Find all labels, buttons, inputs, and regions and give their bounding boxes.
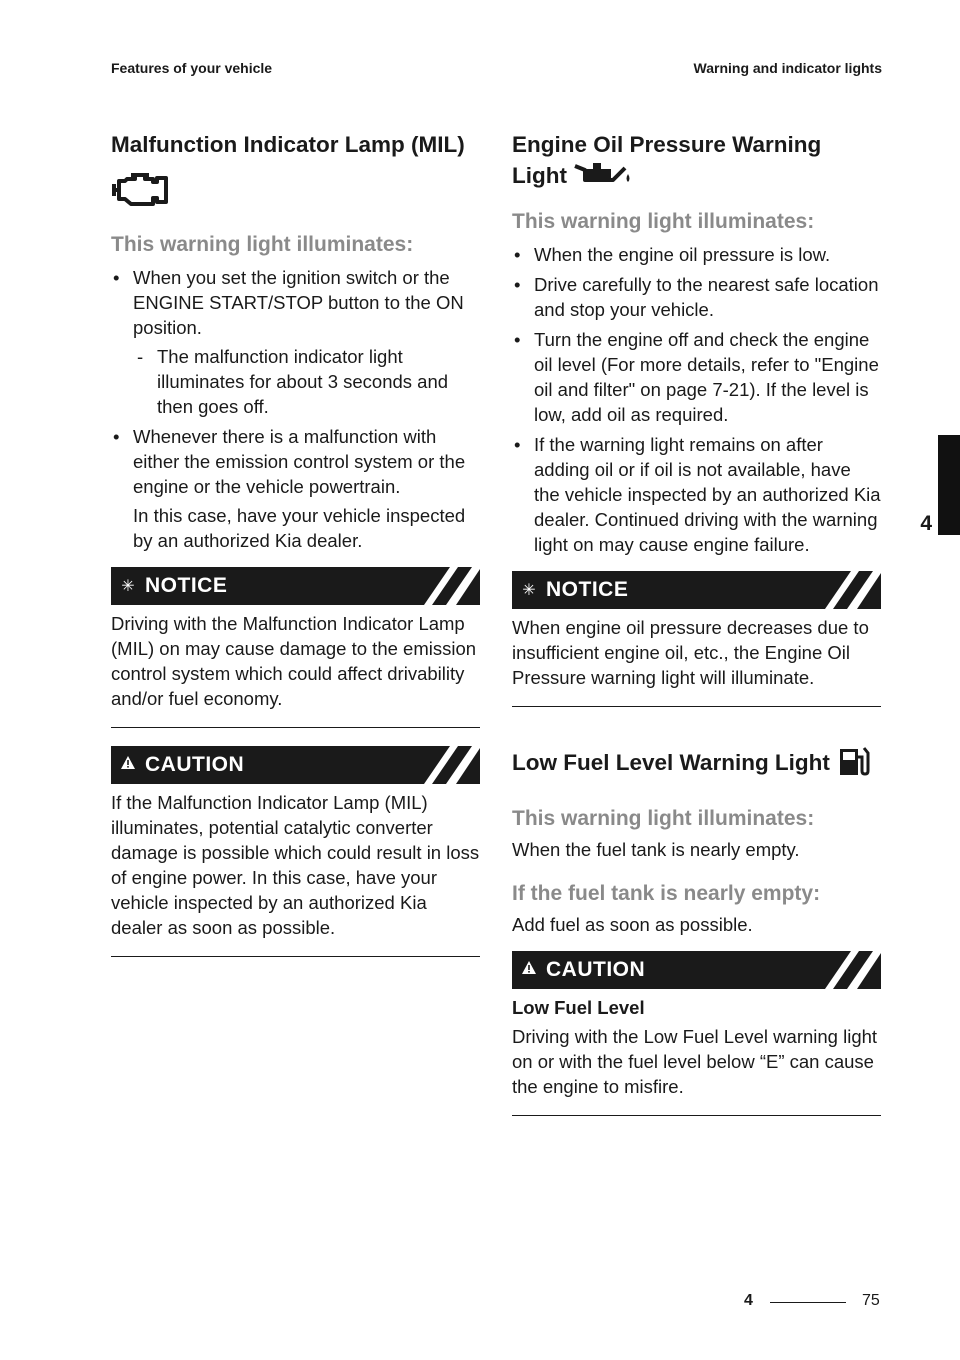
fuel-subheading: This warning light illuminates: (512, 807, 815, 830)
notice-body (111, 605, 480, 728)
oil-can-icon (573, 160, 633, 194)
chapter-tab (938, 435, 960, 535)
left-column (111, 130, 480, 957)
bullet-continuation: In this case, have your vehicle inspected by an authorized Kia dealer. (133, 505, 466, 551)
warning-triangle-icon (111, 756, 145, 774)
bullet-text: Whenever there is a malfunction with either the emission control system or the engine or the vehicle powertrain. (133, 426, 466, 497)
list-item (111, 265, 480, 419)
caution-body (512, 989, 881, 1116)
caution-body (111, 784, 480, 957)
list-item: - The malfunction indicator light illuminates for about 3 seconds and then goes off. (133, 344, 480, 419)
oil-title (512, 130, 881, 194)
asterisk-icon: ✳ (121, 578, 135, 595)
notice-label: NOTICE (145, 574, 228, 597)
oil-bullet-list (512, 242, 881, 557)
footer-rule (770, 1302, 846, 1303)
sub-list (133, 344, 480, 419)
list-item: • Turn the engine off and check the engine oil level (For more details, refer to "Engine oil and filter" on page 7-21). If the level is low, add oil as required. (512, 327, 881, 427)
notice-body (512, 609, 881, 707)
footer-chapter: 4 (744, 1292, 753, 1309)
caution-bar (111, 746, 480, 784)
oil-subheading: This warning light illuminates: (512, 210, 815, 233)
oil-title-text: Engine Oil Pressure Warning Light (512, 132, 822, 188)
notice-bar (512, 571, 881, 609)
caution-bar (512, 951, 881, 989)
caution-title: Low Fuel Level (512, 997, 645, 1018)
empty-text: Add fuel as soon as possible. (512, 914, 753, 935)
notice-bar (111, 567, 480, 605)
fuel-title (512, 743, 881, 785)
bullet-text: When you set the ignition switch or the ENGINE START/STOP button to the ON position. (133, 267, 464, 338)
caution-box (111, 746, 480, 957)
fuel-caution-box (512, 951, 881, 1116)
fuel-title-text: Low Fuel Level Warning Light (512, 749, 830, 775)
chapter-tab-number: 4 (920, 512, 932, 535)
warning-triangle-icon (512, 961, 546, 979)
list-item: • Drive carefully to the nearest safe location and stop your vehicle. (512, 272, 881, 322)
mil-bullet-list (111, 265, 480, 553)
fuel-text: When the fuel tank is nearly empty. (512, 839, 800, 860)
footer-page-number: 75 (862, 1292, 880, 1309)
list-item: • If the warning light remains on after adding oil or if oil is not available, have the vehicle inspected by an authorized Kia dealer. Continued driving with the warning light on may cause engine failure. (512, 432, 881, 557)
notice-text: Driving with the Malfunction Indicator Lamp (MIL) on may cause damage to the emission control system which could affect drivability and/or fuel economy. (111, 613, 477, 709)
engine-check-icon (111, 172, 480, 211)
notice-text: When engine oil pressure decreases due to insufficient engine oil, etc., the Engine Oil Pressure warning light will illuminate. (512, 617, 869, 688)
oil-notice-box (512, 571, 881, 707)
list-item (111, 424, 480, 553)
empty-subheading: If the fuel tank is nearly empty: (512, 882, 821, 905)
caution-label: CAUTION (145, 753, 245, 776)
stripe-decoration (410, 567, 480, 605)
caution-label: CAUTION (546, 958, 646, 981)
mil-subheading: This warning light illuminates: (111, 233, 414, 256)
stripe-decoration (410, 746, 480, 784)
stripe-decoration (811, 571, 881, 609)
caution-text: Driving with the Low Fuel Level warning light on or with the fuel level below “E” can cause the engine to misfire. (512, 1026, 878, 1097)
caution-text: If the Malfunction Indicator Lamp (MIL) illuminates, potential catalytic converter damage is possible which could result in loss of engine power. In this case, have your vehicle inspected by an authorized Kia dealer as soon as possible. (111, 792, 480, 938)
notice-label: NOTICE (546, 578, 629, 601)
mil-title: Malfunction Indicator Lamp (MIL) (111, 132, 465, 157)
list-item: • When the engine oil pressure is low. (512, 242, 881, 267)
running-header-topic: Warning and indicator lights (693, 60, 882, 76)
notice-box (111, 567, 480, 728)
stripe-decoration (811, 951, 881, 989)
running-header-section: Features of your vehicle (111, 60, 273, 76)
right-column (512, 130, 881, 1116)
asterisk-icon: ✳ (522, 582, 536, 599)
fuel-pump-icon (836, 743, 870, 785)
